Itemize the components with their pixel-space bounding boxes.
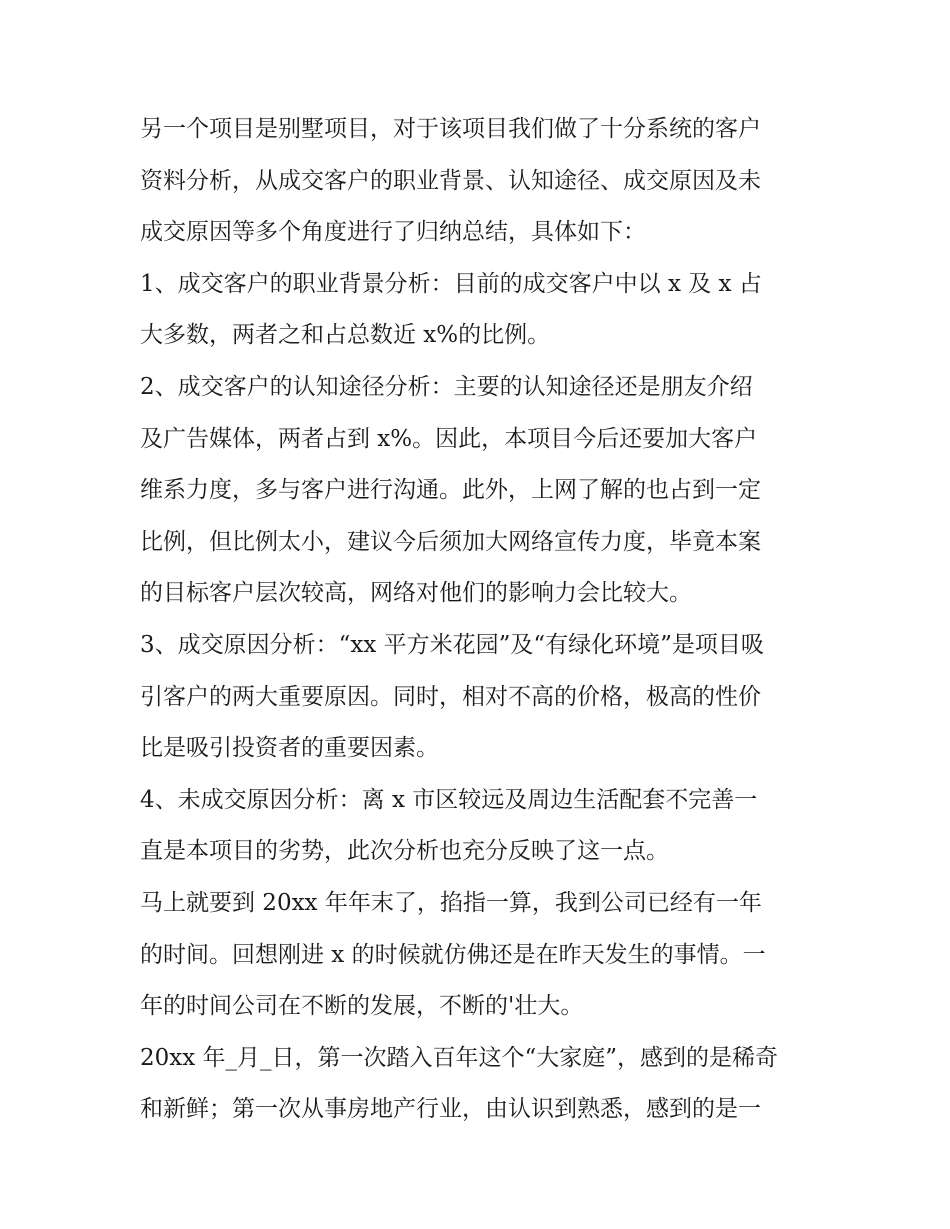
text-line: 马上就要到 20xx 年年末了，掐指一算，我到公司已经有一年 [140,889,762,916]
text-line: 比例，但比例太小，建议今后须加大网络宣传力度，毕竟本案 [140,528,761,555]
text-line: 成交原因等多个角度进行了归纳总结，具体如下： [140,219,646,246]
text-line: 和新鲜；第一次从事房地产行业，由认识到熟悉，感到的是一 [140,1096,761,1123]
text-line: 引客户的两大重要原因。同时，相对不高的价格，极高的性价 [140,683,761,710]
text-line: 直是本项目的劣势，此次分析也充分反映了这一点。 [140,838,669,865]
text-line: 2、成交客户的认知途径分析：主要的认知途径还是朋友介绍 [140,373,753,400]
text-line: 20xx 年_月_日，第一次踏入百年这个“大家庭”，感到的是稀奇 [140,1044,779,1071]
text-line: 比是吸引投资者的重要因素。 [140,735,439,762]
text-line: 资料分析，从成交客户的职业背景、认知途径、成交原因及未 [140,167,761,194]
text-line: 的时间。回想刚进 x 的时候就仿佛还是在昨天发生的事情。一 [140,941,766,968]
text-line: 3、成交原因分析：“xx 平方米花园”及“有绿化环境”是项目吸 [140,631,764,658]
text-line: 年的时间公司在不断的发展，不断的'壮大。 [140,993,584,1020]
text-line: 大多数，两者之和占总数近 x%的比例。 [140,322,551,349]
text-line: 4、未成交原因分析：离 x 市区较远及周边生活配套不完善一 [140,786,758,813]
text-line: 另一个项目是别墅项目，对于该项目我们做了十分系统的客户 [140,116,761,142]
text-line: 的目标客户层次较高，网络对他们的影响力会比较大。 [140,580,692,607]
text-line: 1、成交客户的职业背景分析：目前的成交客户中以 x 及 x 占 [140,270,762,297]
document-body [140,104,812,1136]
text-line: 及广告媒体，两者占到 x%。因此，本项目今后还要加大客户 [140,425,758,452]
text-line: 维系力度，多与客户进行沟通。此外，上网了解的也占到一定 [140,477,761,504]
